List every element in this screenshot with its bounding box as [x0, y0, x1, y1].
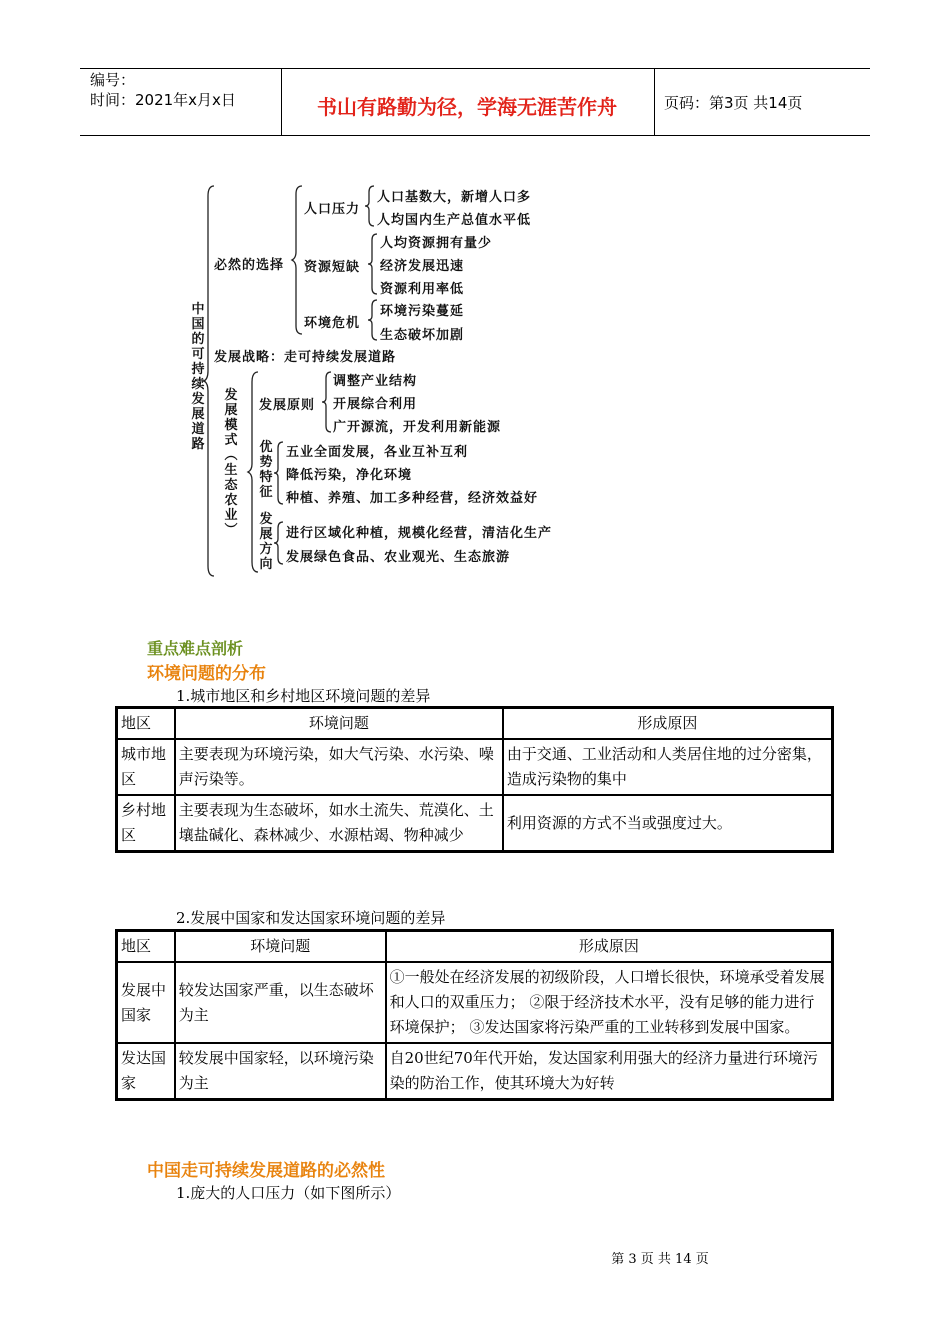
table-header-row — [117, 708, 832, 739]
mindmap-root: 中 国 的 可 持 续 发 展 道 路 — [191, 302, 205, 452]
node-necessity: 必然的选择 — [214, 258, 285, 273]
table1-caption: 1.城市地区和乡村地区环境问题的差异 — [176, 687, 431, 705]
leaf-principles-3: 广开源流，开发利用新能源 — [333, 420, 502, 435]
leaf-resources-3: 资源利用率低 — [380, 282, 465, 297]
node-strategy: 发展战略：走可持续发展道路 — [214, 350, 397, 365]
table-developing-developed — [115, 929, 834, 1101]
table-row — [117, 962, 832, 1043]
table-cell: ①一般处在经济发展的初级阶段，人口增长很快，环境承受着发展和人口的双重压力； ②限于经济技术水平，没有足够的能力进行环境保护； ③发达国家将污染严重的工业转移到发展中国家。 — [386, 962, 832, 1043]
header-bottom-rule — [80, 135, 870, 136]
leaf-principles-2: 开展综合利用 — [333, 397, 418, 412]
header-cell: 地区 — [117, 708, 175, 739]
leaf-directions-2: 发展绿色食品、农业观光、生态旅游 — [286, 550, 511, 565]
header-cell: 环境问题 — [175, 931, 386, 962]
brace-necessity — [292, 186, 304, 334]
leaf-environment-2: 生态破坏加剧 — [380, 328, 465, 343]
header-top-rule — [80, 68, 870, 69]
table-cell: 乡村地区 — [117, 795, 175, 851]
code-label: 编号： — [90, 71, 136, 89]
table-cell: 主要表现为环境污染，如大气污染、水污染、噪声污染等。 — [175, 739, 503, 795]
header-cell: 形成原因 — [386, 931, 832, 962]
node-model: 发 展 模 式 ︵ 生 态 农 业 ︶ — [224, 388, 238, 538]
table2-caption: 2.发展中国家和发达国家环境问题的差异 — [176, 909, 446, 927]
page-footer: 第 3 页 共 14 页 — [611, 1252, 709, 1267]
table-cell: 发达国家 — [117, 1043, 175, 1099]
table-header-row — [117, 931, 832, 962]
table-row — [117, 739, 832, 795]
node-principles: 发展原则 — [259, 398, 316, 413]
leaf-population-1: 人口基数大，新增人口多 — [377, 190, 532, 205]
table-cell: 由于交通、工业活动和人类居住地的过分密集，造成污染物的集中 — [503, 739, 832, 795]
brace-directions — [274, 522, 284, 564]
leaf-population-2: 人均国内生产总值水平低 — [377, 213, 532, 228]
header-cell: 形成原因 — [503, 708, 832, 739]
leaf-advantages-1: 五业全面发展，各业互补互利 — [286, 445, 469, 460]
table-cell: 较发达国家严重，以生态破坏为主 — [175, 962, 386, 1043]
table-cell: 利用资源的方式不当或强度过大。 — [503, 795, 832, 851]
leaf-principles-1: 调整产业结构 — [333, 374, 418, 389]
leaf-advantages-3: 种植、养殖、加工多种经营，经济效益好 — [286, 491, 539, 506]
brace-population — [365, 186, 375, 226]
header-meta — [90, 70, 236, 110]
header-motto: 书山有路勤为径，学海无涯苦作舟 — [317, 95, 617, 119]
section2-item-1: 1.庞大的人口压力（如下图所示） — [176, 1184, 401, 1202]
leaf-resources-1: 人均资源拥有量少 — [380, 236, 493, 251]
brace-environment — [368, 300, 378, 340]
node-advantages: 优 势 特 征 — [259, 440, 273, 500]
brace-advantages — [274, 442, 284, 504]
leaf-environment-1: 环境污染蔓延 — [380, 304, 465, 319]
node-directions: 发 展 方 向 — [259, 512, 273, 572]
table-cell: 城市地区 — [117, 739, 175, 795]
section-title-necessity: 中国走可持续发展道路的必然性 — [147, 1161, 385, 1181]
table-urban-rural — [115, 706, 834, 853]
leaf-advantages-2: 降低污染，净化环境 — [286, 468, 413, 483]
brace-root — [204, 186, 216, 576]
section-subtitle-distribution: 环境问题的分布 — [147, 664, 266, 684]
table-cell: 较发展中国家轻，以环境污染为主 — [175, 1043, 386, 1099]
brace-resources — [368, 234, 378, 294]
node-resources: 资源短缺 — [304, 260, 361, 275]
leaf-resources-2: 经济发展迅速 — [380, 259, 465, 274]
table-cell: 发展中国家 — [117, 962, 175, 1043]
section-title-key-points: 重点难点剖析 — [147, 639, 244, 658]
table-cell: 自20世纪70年代开始，发达国家利用强大的经济力量进行环境污染的防治工作，使其环境大为好转 — [386, 1043, 832, 1099]
header-page-label: 页码：第3页 共14页 — [664, 94, 803, 112]
table-row — [117, 795, 832, 851]
brace-principles — [322, 372, 332, 432]
table-cell: 主要表现为生态破坏，如水土流失、荒漠化、土壤盐碱化、森林减少、水源枯竭、物种减少 — [175, 795, 503, 851]
header-cell: 地区 — [117, 931, 175, 962]
header-cell: 环境问题 — [175, 708, 503, 739]
table-row — [117, 1043, 832, 1099]
header-divider-right — [654, 68, 655, 136]
leaf-directions-1: 进行区域化种植，规模化经营，清洁化生产 — [286, 526, 553, 541]
node-environment: 环境危机 — [304, 316, 361, 331]
date-label: 时间：2021年x月x日 — [90, 91, 236, 109]
node-population: 人口压力 — [304, 202, 361, 217]
